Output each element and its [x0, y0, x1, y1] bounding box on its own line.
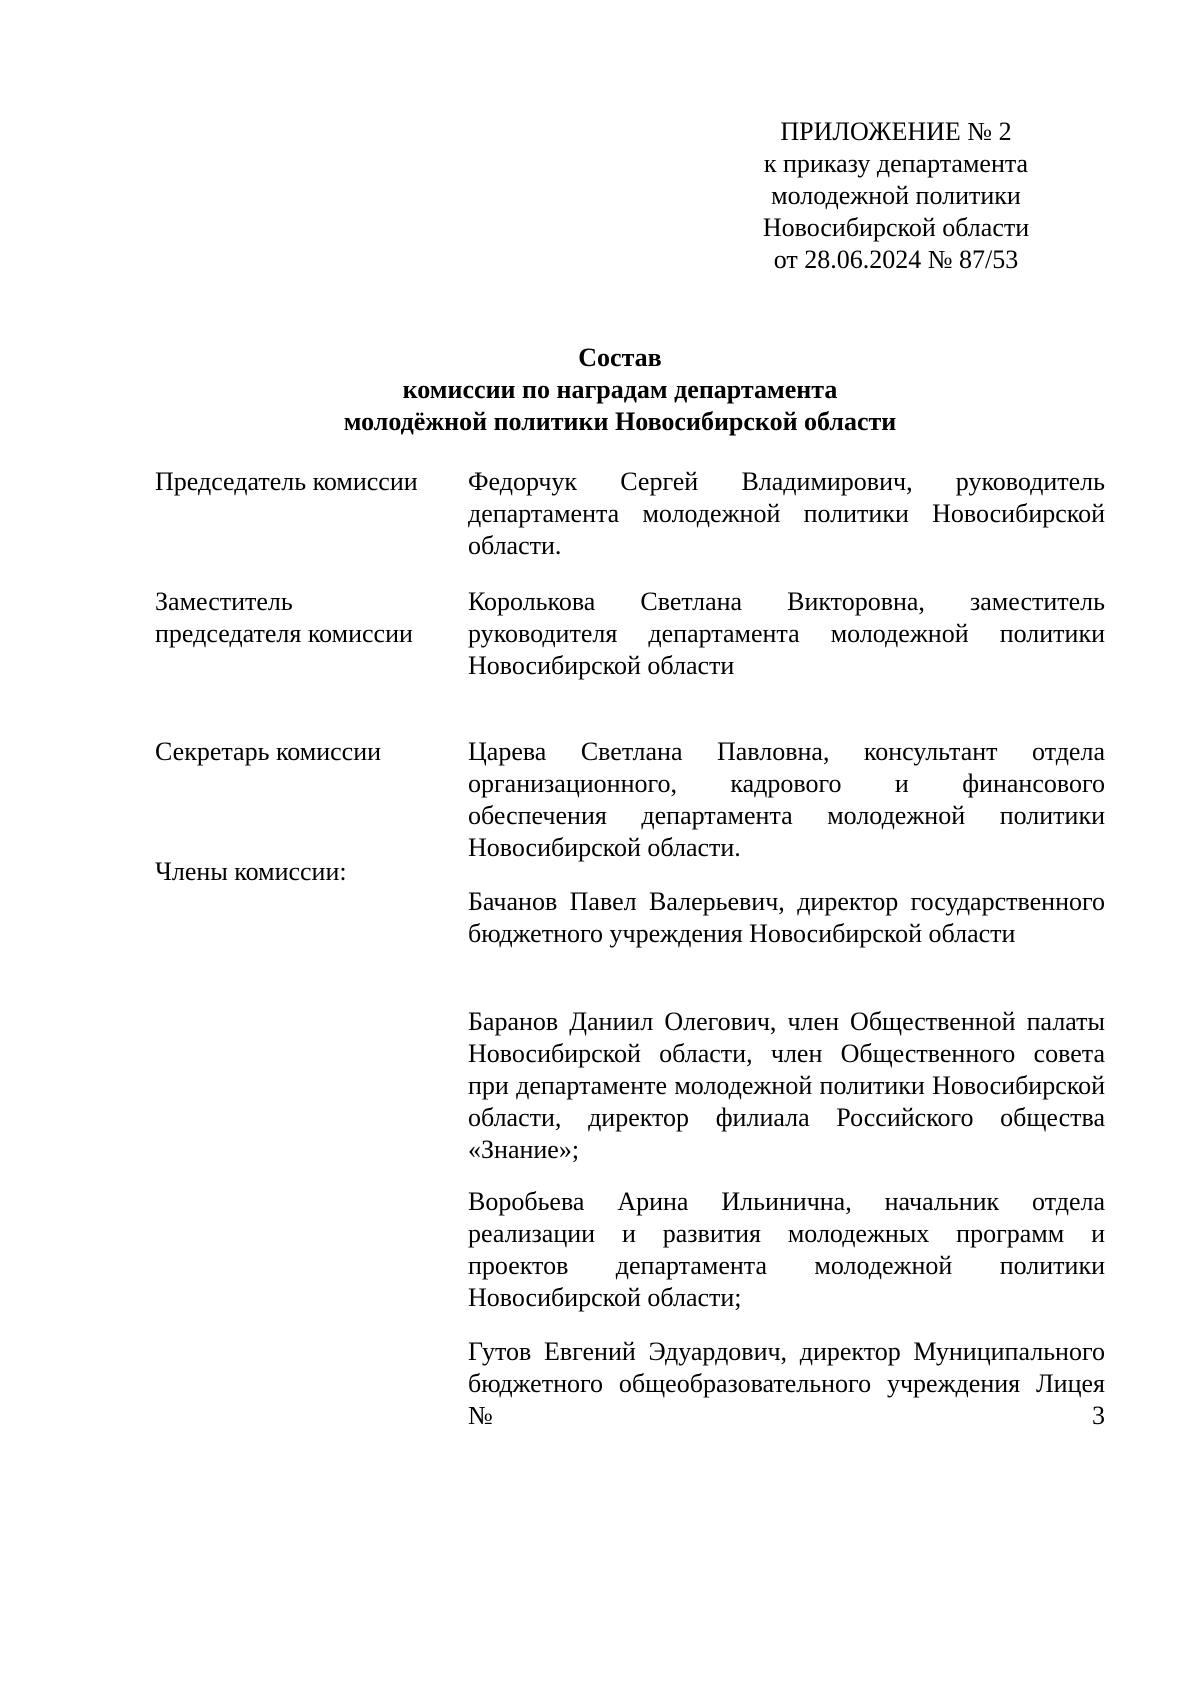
title-line-2: комиссии по наградам департамента [402, 375, 838, 404]
document-title [200, 342, 1040, 438]
member-2: Баранов Даниил Олегович, член Общественной палаты Новосибирской области, член Общественного совета при департаменте молодежной политики Новосибирской области, директор филиала Российского общества «Знание»; [468, 1007, 1105, 1164]
member-1: Бачанов Павел Валерьевич, директор государственного бюджетного учреждения Новосибирской области [468, 887, 1105, 948]
title-line-3: молодёжной политики Новосибирской области [343, 407, 897, 436]
appendix-header [736, 116, 1056, 276]
appendix-region: Новосибирской области [762, 213, 1030, 242]
chairman-person: Федорчук Сергей Владимирович, руководитель департамента молодежной политики Новосибирской области. [468, 467, 1105, 560]
secretary-person: Царева Светлана Павловна, консультант отдела организационного, кадрового и финансового обеспечения департамента молодежной политики Новосибирской области. [468, 737, 1105, 862]
deputy-person: Королькова Светлана Викторовна, заместитель руководителя департамента молодежной политики Новосибирской области [468, 587, 1105, 680]
deputy-role-line-2: председателя комиссии [155, 619, 413, 648]
deputy-role-line-1: Заместитель [155, 587, 293, 616]
appendix-department: молодежной политики [771, 181, 1021, 210]
member-3: Воробьева Арина Ильинична, начальник отдела реализации и развития молодежных программ и проектов департамента молодежной политики Новосибирской области; [468, 1187, 1105, 1312]
appendix-date: от 28.06.2024 № 87/53 [773, 245, 1019, 274]
appendix-order-ref: к приказу департамента [763, 149, 1029, 178]
title-line-1: Состав [578, 343, 662, 372]
members-role: Члены комиссии: [155, 857, 347, 886]
appendix-number: ПРИЛОЖЕНИЕ № 2 [780, 117, 1012, 146]
member-4: Гутов Евгений Эдуардович, директор Муниципального бюджетного общеобразовательного учреждения Лицея № 3 [468, 1337, 1105, 1430]
chairman-role: Председатель комиссии [155, 467, 418, 496]
secretary-role: Секретарь комиссии [155, 737, 382, 766]
deputy-role [155, 586, 455, 650]
